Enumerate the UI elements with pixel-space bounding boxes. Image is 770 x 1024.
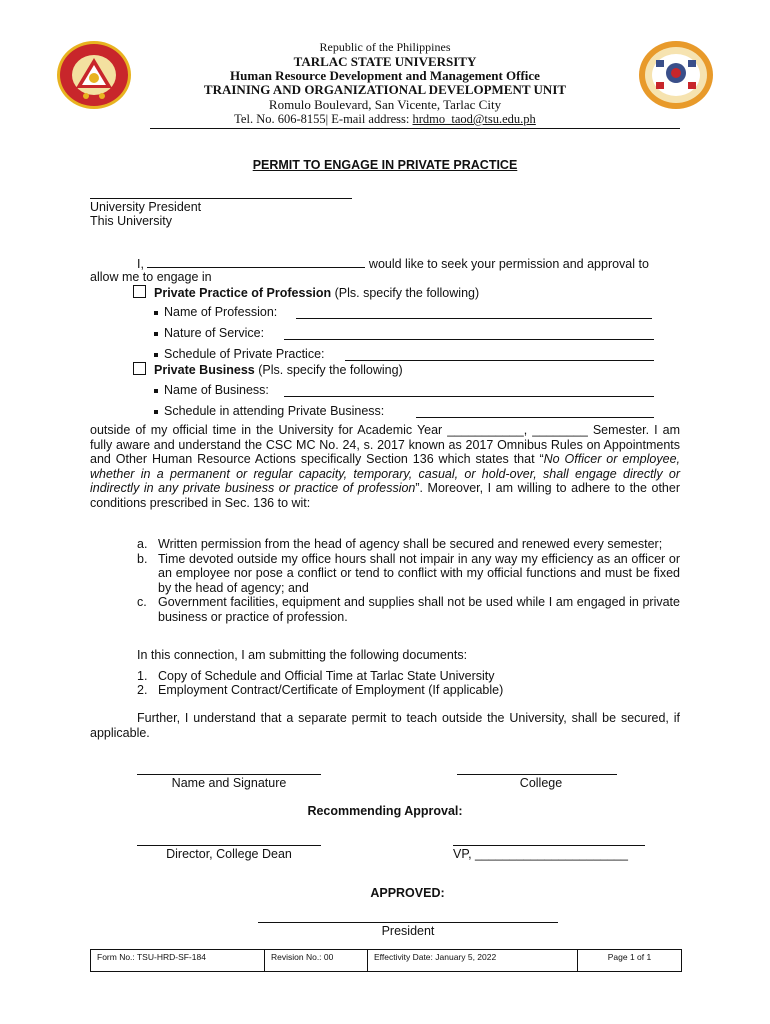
name-signature-label: Name and Signature [171,776,287,790]
item-marker: 2. [137,683,148,698]
list-item [154,347,325,361]
list-item [137,683,503,697]
profession-name-blank[interactable] [296,307,652,319]
contact-text: Tel. No. 606-8155| E-mail address: [234,112,413,126]
item-label: Schedule in attending Private Business: [164,404,385,418]
bullet-icon [154,389,158,393]
footer-revision: Revision No.: 00 [265,950,368,971]
header-contact [150,112,620,127]
bullet-icon [154,353,158,357]
service-nature-blank[interactable] [284,328,654,340]
list-item [154,404,384,418]
header-republic: Republic of the Philippines [319,40,451,54]
private-practice-checkbox[interactable] [133,285,146,298]
header-office: Human Resource Development and Management Office [230,68,540,83]
item-label: Name of Business: [164,383,269,397]
body-paragraph [90,423,680,510]
vp-label: VP, ______________________ [453,847,628,861]
item-label: Nature of Service: [164,326,265,340]
item-label: Schedule of Private Practice: [164,347,325,361]
addressee-blank[interactable] [90,187,352,199]
footer-page: Page 1 of 1 [607,952,652,962]
item-marker: a. [137,537,148,551]
documents-intro: In this connection, I am submitting the following documents: [137,648,468,662]
list-item [154,305,277,319]
bullet-icon [154,410,158,414]
president-blank[interactable] [258,911,558,923]
name-signature-blank[interactable] [137,763,321,775]
item-text: Government facilities, equipment and supplies shall not be used while I am engaged in private business or practice of profession. [158,595,680,624]
item-text: Employment Contract/Certificate of Employment (If applicable) [158,683,504,698]
conditions-list [137,537,680,624]
intro-i: I, [137,257,144,271]
business-schedule-blank[interactable] [416,406,654,418]
header-unit: TRAINING AND ORGANIZATIONAL DEVELOPMENT UNIT [203,82,567,97]
list-item [137,595,680,624]
private-practice-label: Private Practice of Profession [154,286,332,300]
item-marker: c. [137,595,147,609]
bullet-icon [154,311,158,315]
body-text-2: ”. Moreover, I am willing to adhere to the other conditions prescribed in Sec. 136 to wit: [90,481,680,510]
addressee-title: University President [90,200,202,214]
body-text-1: outside of my official time in the University for Academic Year ___________, ________ Semester. I am fully aware and understand the CSC MC No. 24, s. 2017 known as 2017 Omnibus Rules on Appointments and Other Human Resource Actions specifically Section 136 which states that “ [90,423,680,466]
email-link[interactable]: hrdmo_taod@tsu.edu.ph [412,112,536,126]
body-quote: No Officer or employee, whether in a permanent or regular capacity, temporary, casual, or hold-over, shall engage directly or indirectly in any private business or practice of profession [90,452,680,495]
name-blank[interactable] [147,256,365,268]
practice-schedule-blank[interactable] [345,349,654,361]
hrdmo-seal-logo [638,40,714,110]
intro-line [137,256,680,271]
addressee-unit: This University [90,214,172,228]
list-item [154,383,269,397]
item-marker: 1. [137,669,148,683]
header-address: Romulo Boulevard, San Vicente, Tarlac City [268,97,502,112]
bullet-icon [154,332,158,336]
document-title: PERMIT TO ENGAGE IN PRIVATE PRACTICE [252,158,518,172]
list-item [137,669,503,683]
header-university: TARLAC STATE UNIVERSITY [293,54,477,69]
business-name-blank[interactable] [284,385,654,397]
private-business-label: Private Business [154,363,255,377]
private-business-checkbox[interactable] [133,362,146,375]
list-item [137,552,680,596]
item-marker: b. [137,551,148,566]
director-blank[interactable] [137,834,321,846]
item-label: Name of Profession: [164,305,278,319]
footer-effectivity: Effectivity Date: January 5, 2022 [368,950,578,971]
recommending-heading: Recommending Approval: [307,804,463,818]
footer-form-no: Form No.: TSU-HRD-SF-184 [91,950,265,971]
item-text: Time devoted outside my office hours shall not impair in any way my efficiency as an officer or an employee nor pose a conflict or tend to conflict with my official functions and must be fixed by the head of agency; and [158,551,680,595]
form-footer [90,949,682,972]
option-private-business [133,362,403,377]
private-business-note: (Pls. specify the following) [254,363,403,377]
director-label: Director, College Dean [166,847,292,861]
approved-heading: APPROVED: [370,886,445,900]
documents-list [137,669,503,698]
header-rule [150,128,680,129]
president-label: President [381,924,435,938]
private-practice-note: (Pls. specify the following) [331,286,480,300]
college-label: College [519,776,563,790]
intro-rest: would like to seek your permission and approval to [368,257,649,271]
further-paragraph: Further, I understand that a separate permit to teach outside the University, shall be secured, if applicable. [90,711,680,740]
college-blank[interactable] [457,763,617,775]
vp-blank[interactable] [453,834,645,846]
item-text: Written permission from the head of agency shall be secured and renewed every semester; [158,537,663,551]
intro-line2: allow me to engage in [90,270,212,284]
tsu-seal-logo [56,40,132,110]
item-text: Copy of Schedule and Official Time at Tarlac State University [158,669,495,683]
list-item [137,537,680,552]
list-item [154,326,264,340]
option-private-practice [133,285,479,300]
